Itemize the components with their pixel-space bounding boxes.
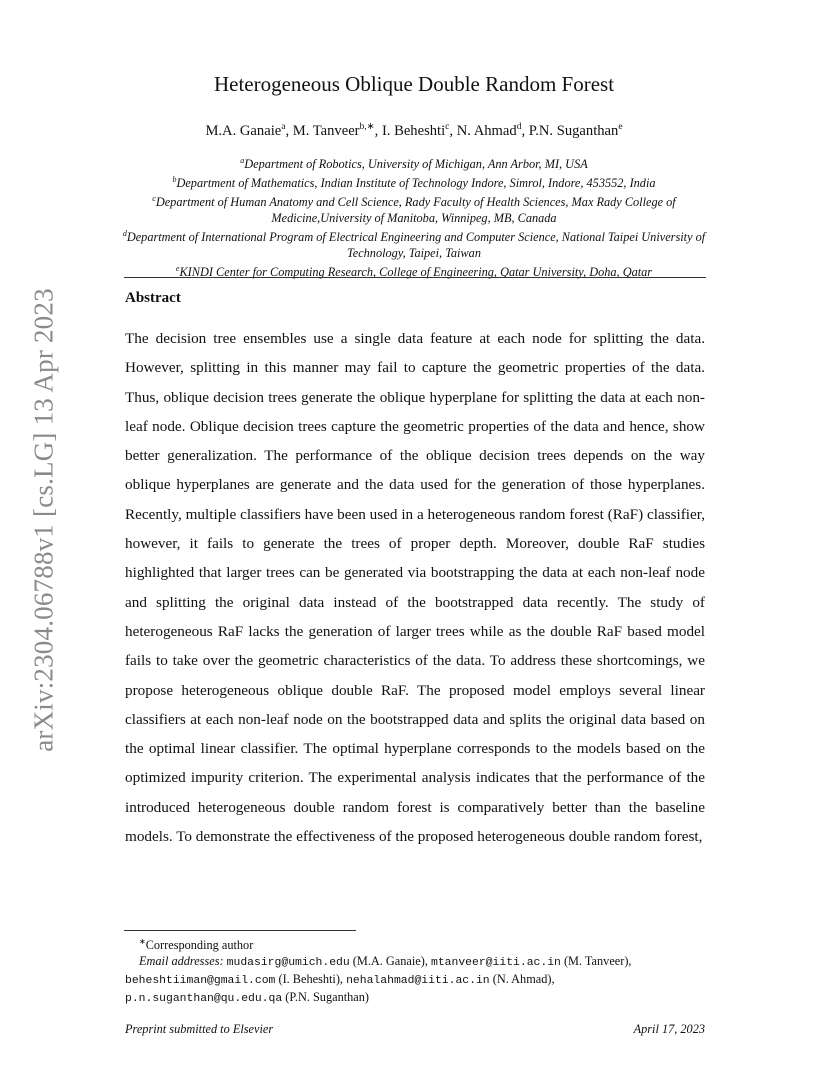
affiliation-list <box>120 153 708 280</box>
author-name: M. Tanveer <box>292 122 360 139</box>
author-affiliation-mark: b,∗ <box>359 122 375 132</box>
email-addresses-line <box>125 953 707 971</box>
author-affiliation-mark: c <box>445 122 450 132</box>
email-addresses-line <box>125 971 707 989</box>
header-divider <box>124 277 706 278</box>
corresponding-author-label: Corresponding author <box>145 938 254 953</box>
email-owner: (N. Ahmad), <box>492 972 555 987</box>
affiliation-mark: b <box>172 175 177 185</box>
affiliation-mark: e <box>175 264 180 274</box>
affiliation-text: Department of Human Anatomy and Cell Science, Rady Faculty of Health Sciences, Max Rady College of Medicine,University of Manitoba, Winnipeg, MB, Canada <box>155 195 676 226</box>
author-name: N. Ahmad <box>456 122 517 139</box>
paper-title: Heterogeneous Oblique Double Random Forest <box>213 72 615 96</box>
email-owner: (M. Tanveer), <box>563 954 632 969</box>
author-list: M.A. Ganaie$^a$, M. Tanveer$^{b,∗}$, I. Beheshti$^c$, N. Ahmad$^d$, P.N. Suganthan$^e$ <box>205 122 623 139</box>
affiliation-text: Department of International Program of Electrical Engineering and Computer Science, National Taipei University of Technology, Taipei, Taiwan <box>126 230 706 261</box>
affiliation <box>120 153 708 172</box>
author-name: P.N. Suganthan <box>528 122 619 139</box>
affiliation <box>120 191 708 226</box>
affiliation <box>120 226 708 261</box>
submission-date: April 17, 2023 <box>633 1022 705 1036</box>
preprint-note: Preprint submitted to Elsevier <box>125 1022 274 1036</box>
affiliation-mark: c <box>152 194 156 204</box>
footnote-divider <box>124 930 356 931</box>
author-affiliation-mark: e <box>618 122 623 132</box>
affiliation-text: KINDI Center for Computing Research, College of Engineering, Qatar University, Doha, Qatar <box>179 265 653 280</box>
affiliation-mark: a <box>240 156 245 165</box>
affiliation <box>120 172 708 191</box>
affiliation-text: Department of Robotics, University of Michigan, Ann Arbor, MI, USA <box>244 157 588 172</box>
email-owner: (I. Beheshti), <box>278 972 344 987</box>
author-affiliation-mark: d <box>516 122 522 132</box>
email-link[interactable]: beheshtiiman@gmail.com <box>125 975 276 988</box>
arxiv-identifier-text: arXiv:2304.06788v1 [cs.LG] 13 Apr 2023 <box>28 288 59 752</box>
email-link[interactable]: mudasirg@umich.edu <box>226 957 350 970</box>
corresponding-author-note <box>125 934 707 953</box>
email-link[interactable]: p.n.suganthan@qu.edu.qa <box>125 993 283 1006</box>
abstract-text: The decision tree ensembles use a single data feature at each node for splitting the data. However, splitting in this manner may fail to capture the geometric properties of the data. Thus, oblique decision trees generate the oblique hyperplane for splitting the data at each non-leaf node. Oblique decision trees capture the geometric properties of the data and hence, show better generalization. The performance of the oblique decision trees depends on the way oblique hyperplanes are generate and the data used for the generation of those hyperplanes. Recently, multiple classifiers have been used in a heterogeneous random forest (RaF) classifier, however, it fails to generate the trees of proper depth. Moreover, double RaF studies highlighted that larger trees can be generated via bootstrapping the data at each non-leaf node and splitting the original data instead of the bootstrapped data recently. The study of heterogeneous RaF lacks the generation of larger trees while as the double RaF based model fails to take over the geometric characteristics of the data. To address these shortcomings, we propose heterogeneous oblique double RaF. The proposed model employs several linear classifiers at each non-leaf node on the bootstrapped data and splits the original data based on the optimal linear classifier. The optimal hyperplane corresponds to the models based on the optimized impurity criterion. The experimental analysis indicates that the performance of the introduced heterogeneous double random forest is comparatively better than the baseline models. To demonstrate the effectiveness of the proposed heterogeneous double random forest, <box>125 330 705 846</box>
email-owner: (P.N. Suganthan) <box>285 990 369 1005</box>
affiliation-text: Department of Mathematics, Indian Institute of Technology Indore, Simrol, Indore, 453552, India <box>176 176 656 191</box>
email-owner: (M.A. Ganaie), <box>352 954 428 969</box>
email-link[interactable]: mtanveer@iiti.ac.in <box>431 957 561 970</box>
author-name: M.A. Ganaie <box>205 122 282 139</box>
abstract-heading: Abstract <box>125 290 181 306</box>
author-name: I. Beheshti <box>381 122 446 139</box>
footnote-mark: ∗ <box>139 937 146 946</box>
email-addresses-line <box>125 989 707 1007</box>
email-label: Email addresses: <box>139 954 224 969</box>
affiliation-mark: d <box>122 229 127 239</box>
author-affiliation-mark: a <box>281 122 286 132</box>
footnotes <box>125 934 707 1007</box>
email-link[interactable]: nehalahmad@iiti.ac.in <box>346 975 490 988</box>
